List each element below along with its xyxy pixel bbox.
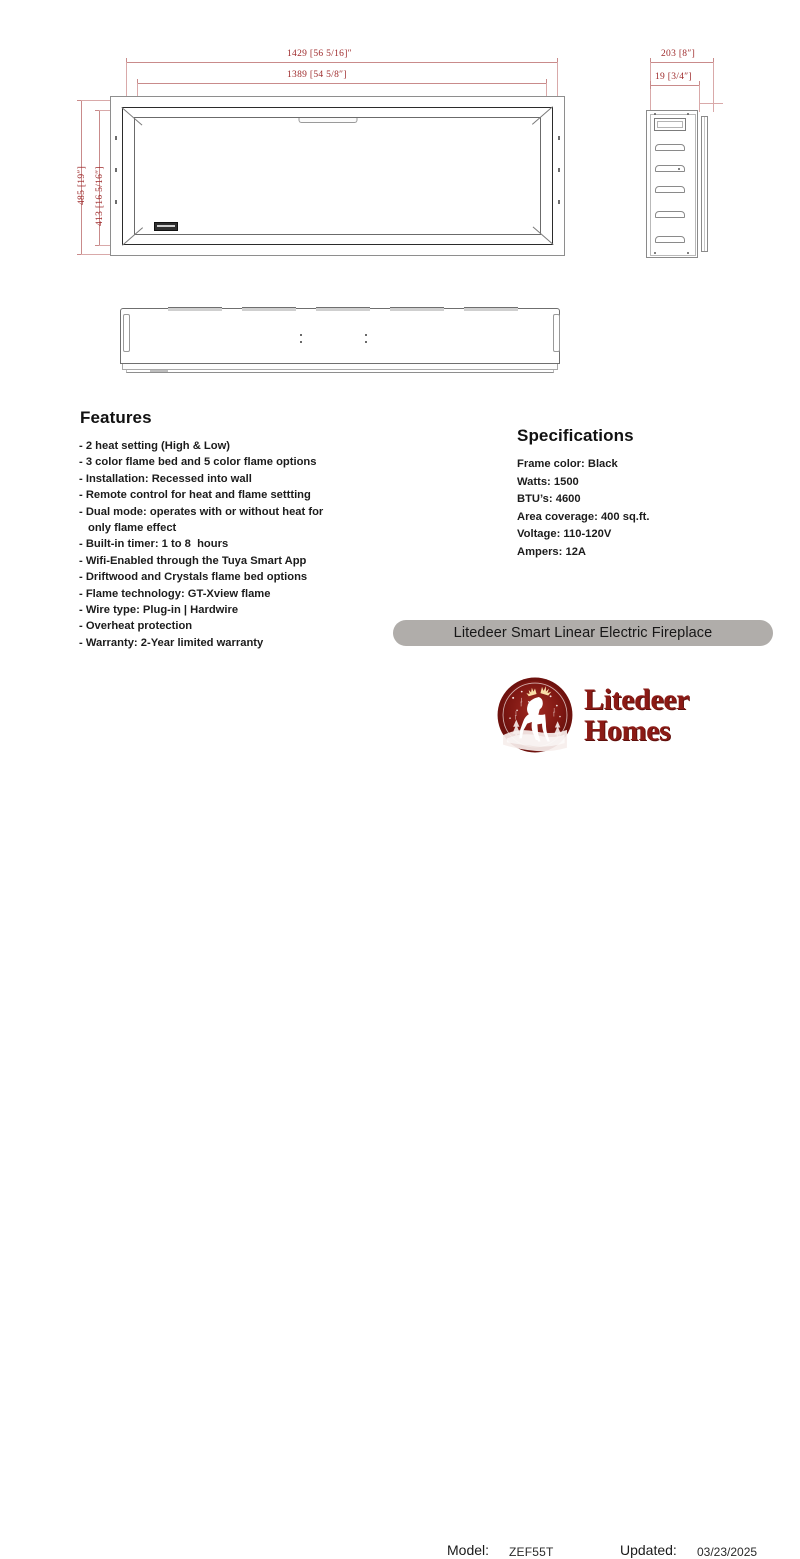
ext-line-right-depth: [713, 62, 714, 112]
list-item: - Warranty: 2-Year limited warranty: [79, 636, 264, 649]
side-slot-1: [655, 144, 685, 151]
deer-in-circle-emblem: [496, 676, 574, 754]
features-title: Features: [80, 408, 152, 427]
side-view-drawing: [646, 110, 716, 258]
list-item: Area coverage: 400 sq.ft.: [517, 510, 650, 523]
dim-overall-height: 485 [19″]: [77, 165, 87, 205]
side-vent-box: [654, 118, 686, 131]
screw-right-2: [558, 168, 560, 172]
dim-cutout-height: 413 [16 5/16″]: [95, 166, 105, 226]
logo-line-2: Homes: [584, 714, 671, 747]
model-value: ZEF55T: [509, 1545, 554, 1559]
dim-line-overall-width: [126, 62, 558, 63]
list-item: only flame effect: [88, 522, 177, 535]
list-item: - Driftwood and Crystals flame bed options: [79, 571, 308, 584]
list-item: - Dual mode: operates with or without heat for: [79, 505, 324, 518]
side-dot-center: [678, 168, 680, 170]
side-slot-4: [655, 211, 685, 218]
side-glass-rail: [701, 116, 708, 252]
dim-line-flange-depth: [650, 85, 700, 86]
screw-right-3: [558, 200, 560, 204]
list-item: Voltage: 110-120V: [517, 528, 612, 541]
dim-flange-depth: 19 [3/4″]: [655, 72, 692, 82]
list-item: - 2 heat setting (High & Low): [79, 440, 231, 452]
ext-line-left-overall: [126, 62, 127, 98]
top-dot-1a: [300, 334, 302, 336]
ext-line-right-flange: [699, 85, 700, 112]
screw-left-1: [115, 136, 117, 140]
updated-value: 03/23/2025: [697, 1545, 758, 1559]
top-dash-3: [316, 307, 370, 311]
list-item: - Flame technology: GT-Xview flame: [79, 587, 271, 600]
product-name-label: Litedeer Smart Linear Electric Fireplace: [453, 625, 713, 641]
screw-left-2: [115, 168, 117, 172]
screw-right-1: [558, 136, 560, 140]
ext-line-top-overall-height: [81, 100, 113, 101]
list-item: BTU’s: 4600: [517, 493, 581, 506]
screw-left-3: [115, 200, 117, 204]
product-name-banner: [393, 620, 773, 646]
dim-depth: 203 [8″]: [661, 49, 696, 59]
side-dot-tl: [654, 113, 656, 115]
top-dot-1b: [300, 341, 302, 343]
list-item: - Overheat protection: [79, 620, 193, 633]
dim-overall-width: 1429 [56 5/16]″: [287, 49, 352, 59]
specifications-title: Specifications: [517, 426, 634, 445]
top-body: [120, 308, 560, 364]
side-dot-tr: [687, 113, 689, 115]
top-base-edge-inner: [126, 370, 554, 373]
logo-wordmark: [574, 684, 689, 746]
ext-line-bottom-overall-height: [81, 254, 113, 255]
top-dash-5: [464, 307, 518, 311]
model-label: Model:: [447, 1542, 490, 1558]
list-item: - 3 color flame bed and 5 color flame options: [79, 456, 317, 469]
dim-line-depth: [650, 62, 714, 63]
dim-tick-left-flange: [650, 81, 651, 89]
top-dot-2a: [365, 334, 367, 336]
dim-cutout-width: 1389 [54 5/8″]: [287, 70, 347, 80]
top-dot-2b: [365, 341, 367, 343]
list-item: Frame color: Black: [517, 458, 618, 470]
front-view-drawing: [110, 96, 565, 256]
front-control-panel: [154, 222, 178, 231]
specifications-list: [517, 456, 787, 562]
front-handle-strip: [299, 118, 358, 123]
top-dash-4: [390, 307, 444, 311]
list-item: - Remote control for heat and flame settting: [79, 489, 311, 502]
list-item: Ampers: 12A: [517, 545, 587, 558]
updated-label: Updated:: [620, 1542, 677, 1558]
logo-line-1: Litedeer: [584, 683, 690, 716]
side-dot-br: [687, 252, 689, 254]
top-base-nub: [150, 370, 168, 372]
footer: [0, 770, 800, 1559]
list-item: - Wire type: Plug-in | Hardwire: [79, 604, 239, 617]
side-panel-inner: [650, 114, 696, 256]
features-list: [79, 438, 409, 651]
ext-line-flange-cross: [699, 103, 723, 104]
top-view-drawing: [120, 308, 560, 380]
top-cap-right: [553, 314, 560, 352]
list-item: Watts: 1500: [517, 475, 579, 488]
top-dash-2: [242, 307, 296, 311]
ext-line-right-overall: [557, 62, 558, 98]
top-cap-left: [123, 314, 130, 352]
top-dash-1: [168, 307, 222, 311]
list-item: - Built-in timer: 1 to 8 hours: [79, 538, 229, 551]
side-dot-bl: [654, 252, 656, 254]
list-item: - Installation: Recessed into wall: [79, 472, 252, 485]
brand-logo: [496, 672, 746, 758]
side-slot-2: [655, 165, 685, 172]
side-slot-5: [655, 236, 685, 243]
side-slot-3: [655, 186, 685, 193]
front-glass-opening: [134, 117, 541, 235]
list-item: - Wifi-Enabled through the Tuya Smart App: [79, 554, 307, 567]
dim-line-cutout-width: [137, 83, 547, 84]
